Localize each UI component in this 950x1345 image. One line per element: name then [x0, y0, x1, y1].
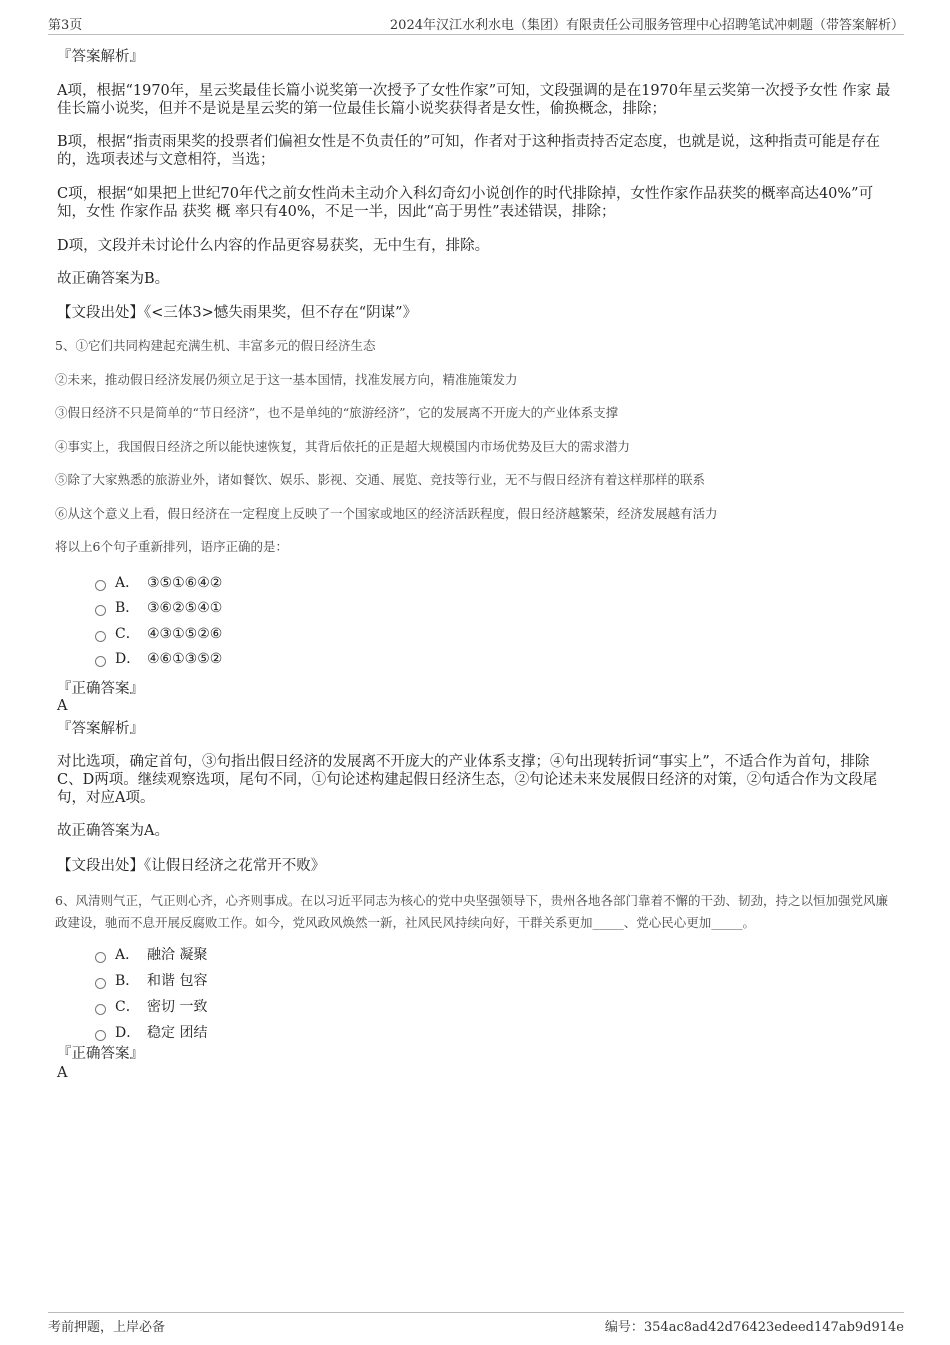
footer-slogan: 考前押题，上岸必备 — [48, 1320, 166, 1335]
page-number: 第3页 — [48, 18, 83, 33]
radio-icon[interactable] — [95, 1004, 106, 1015]
q5-sentence-2: ②未来，推动假日经济发展仍须立足于这一基本国情，找准发展方向，精准施策发力 — [55, 372, 518, 387]
q6-answer-label: 『正确答案』 — [57, 1046, 144, 1062]
q6-option-b[interactable]: B． 和谐 包容 — [95, 971, 207, 991]
radio-icon[interactable] — [95, 978, 106, 989]
q4-analysis-c: C项，根据“如果把上世纪70年代之前女性尚未主动介入科幻奇幻小说创作的时代排除掉，女性作家作品获奖的概率高达40%”可知，女性 作家作品 获奖 概 率只有40%，不足一半，因此“高于男性”表述错误，排除； — [57, 186, 874, 220]
radio-icon[interactable] — [95, 952, 106, 963]
q5-analysis-label: 『答案解析』 — [57, 721, 144, 737]
q5-source: 【文段出处】《让假日经济之花常开不败》 — [57, 858, 326, 874]
radio-icon[interactable] — [95, 656, 106, 667]
q4-source: 【文段出处】《<三体3>憾失雨果奖，但不存在“阴谋”》 — [57, 305, 418, 321]
q6-option-c[interactable]: C． 密切 一致 — [95, 997, 207, 1017]
radio-icon[interactable] — [95, 631, 106, 642]
page-footer — [48, 1312, 904, 1335]
document-title: 2024年汉江水利水电（集团）有限责任公司服务管理中心招聘笔试冲刺题（带答案解析） — [389, 18, 904, 33]
q6-option-d[interactable]: D． 稳定 团结 — [95, 1023, 207, 1043]
q5-option-a[interactable]: A． ③⑤①⑥④② — [95, 573, 222, 593]
q5-sentence-5: ⑤除了大家熟悉的旅游业外，诸如餐饮、娱乐、影视、交通、展览、竞技等行业，无不与假日经济有着这样那样的联系 — [55, 472, 706, 487]
q5-sentence-1: 5、①它们共同构建起充满生机、丰富多元的假日经济生态 — [55, 338, 376, 353]
radio-icon[interactable] — [95, 605, 106, 616]
q4-analysis-a: A项，根据“1970年，星云奖最佳长篇小说奖第一次授予了女性作家”可知，文段强调的是在1970年星云奖第一次授予女性 作家 最佳长篇小说奖，但并不是说是星云奖的第一位最佳长篇小说奖获得者是女性，偷换概念，排除； — [57, 83, 891, 117]
q6-option-a[interactable]: A． 融洽 凝聚 — [95, 945, 207, 965]
q5-sentence-6: ⑥从这个意义上看，假日经济在一定程度上反映了一个国家或地区的经济活跃程度，假日经济越繁荣，经济发展越有活力 — [55, 506, 718, 521]
q5-option-c[interactable]: C． ④③①⑤②⑥ — [95, 624, 222, 644]
q5-analysis: 对比选项，确定首句，③句指出假日经济的发展离不开庞大的产业体系支撑；④句出现转折词“事实上”，不适合作为首句，排除C、D两项。继续观察选项，尾句不同，①句论述构建起假日经济生态，②句论述未来发展假日经济的对策，②句适合作为文段尾句，对应A项。 — [57, 754, 878, 806]
q6-stem: 6、风清则气正，气正则心齐，心齐则事成。在以习近平同志为核心的党中央坚强领导下，贵州各地各部门靠着不懈的干劲、韧劲，持之以恒加强党风廉政建设，驰而不息开展反腐败工作。如今，党风政风焕然一新，社风民风持续向好，干群关系更加_____、党心民心更加_____。 — [55, 893, 888, 930]
q4-analysis-label: 『答案解析』 — [57, 49, 144, 65]
q5-option-b[interactable]: B． ③⑥②⑤④① — [95, 598, 222, 618]
q5-conclusion: 故正确答案为A。 — [57, 823, 169, 839]
q5-answer: A — [57, 698, 68, 714]
q5-sentence-4: ④事实上，我国假日经济之所以能快速恢复，其背后依托的正是超大规模国内市场优势及巨大的需求潜力 — [55, 439, 631, 454]
page-header — [48, 14, 904, 35]
q6-answer: A — [57, 1065, 68, 1081]
q4-analysis-b: B项，根据“指责雨果奖的投票者们偏袒女性是不负责任的”可知，作者对于这种指责持否定态度，也就是说，这种指责可能是存在的，选项表述与文意相符，当选； — [57, 134, 880, 168]
document-id: 编号：354ac8ad42d76423edeed147ab9d914e — [604, 1320, 904, 1335]
q4-analysis-d: D项，文段并未讨论什么内容的作品更容易获奖，无中生有，排除。 — [57, 238, 490, 254]
radio-icon[interactable] — [95, 1030, 106, 1041]
radio-icon[interactable] — [95, 580, 106, 591]
q4-conclusion: 故正确答案为B。 — [57, 271, 170, 287]
q5-prompt: 将以上6个句子重新排列，语序正确的是： — [55, 539, 288, 554]
q5-answer-label: 『正确答案』 — [57, 681, 144, 697]
q5-sentence-3: ③假日经济不只是简单的“节日经济”，也不是单纯的“旅游经济”，它的发展离不开庞大的产业体系支撑 — [55, 405, 619, 420]
q5-option-d[interactable]: D． ④⑥①③⑤② — [95, 649, 222, 669]
